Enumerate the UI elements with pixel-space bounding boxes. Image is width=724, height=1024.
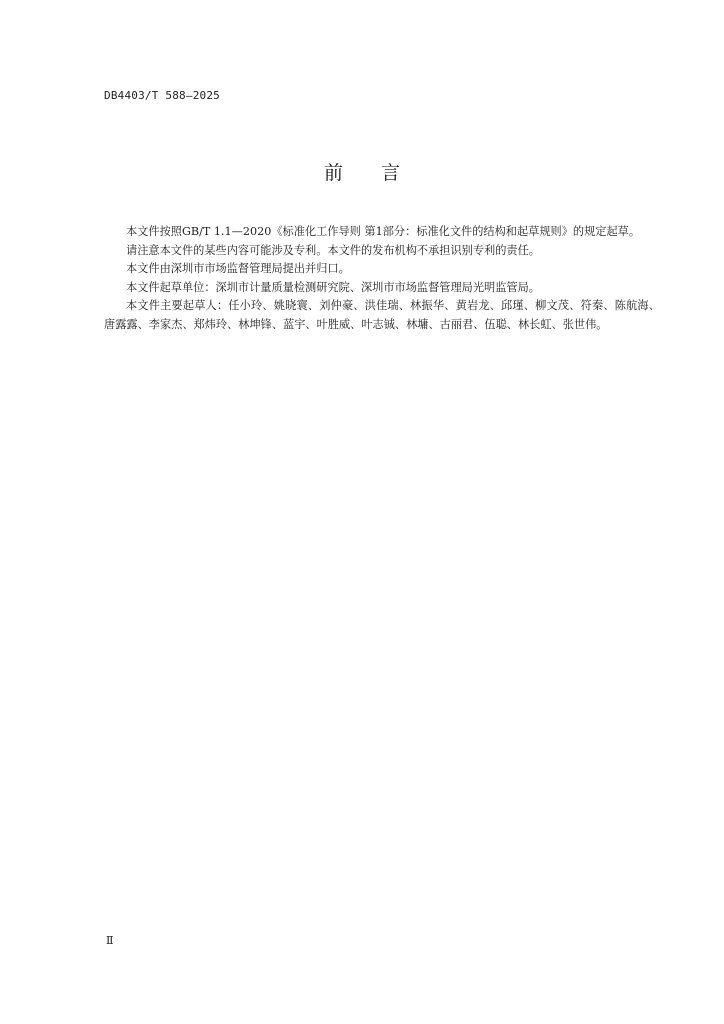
paragraph-proposer: 本文件由深圳市市场监督管理局提出并归口。 <box>126 262 350 275</box>
page-number: Ⅱ <box>106 934 114 947</box>
paragraph-drafting-units: 本文件起草单位：深圳市计量质量检测研究院、深圳市市场监督管理局光明监管局。 <box>126 280 540 294</box>
paragraph-patent-notice: 请注意本文件的某些内容可能涉及专利。本文件的发布机构不承担识别专利的责任。 <box>126 243 540 257</box>
paragraph-drafting-rules: 本文件按照GB/T 1.1—2020《标准化工作导则 第1部分：标准化文件的结构和起草规则》的规定起草。 <box>126 225 641 238</box>
foreword-body <box>104 223 660 334</box>
paragraph-drafters: 本文件主要起草人：任小玲、姚晓寰、刘仲豪、洪佳瑞、林振华、黄岩龙、邱瑾、柳文茂、符秦、陈航海、唐露露、李家杰、郑炜玲、林坤锋、蓝宇、叶胜威、叶志铖、林墉、古丽君、伍聪、林长虹、张世伟。 <box>104 299 660 331</box>
document-code: DB4403/T 588—2025 <box>104 89 220 102</box>
page-title: 前言 <box>323 162 438 184</box>
